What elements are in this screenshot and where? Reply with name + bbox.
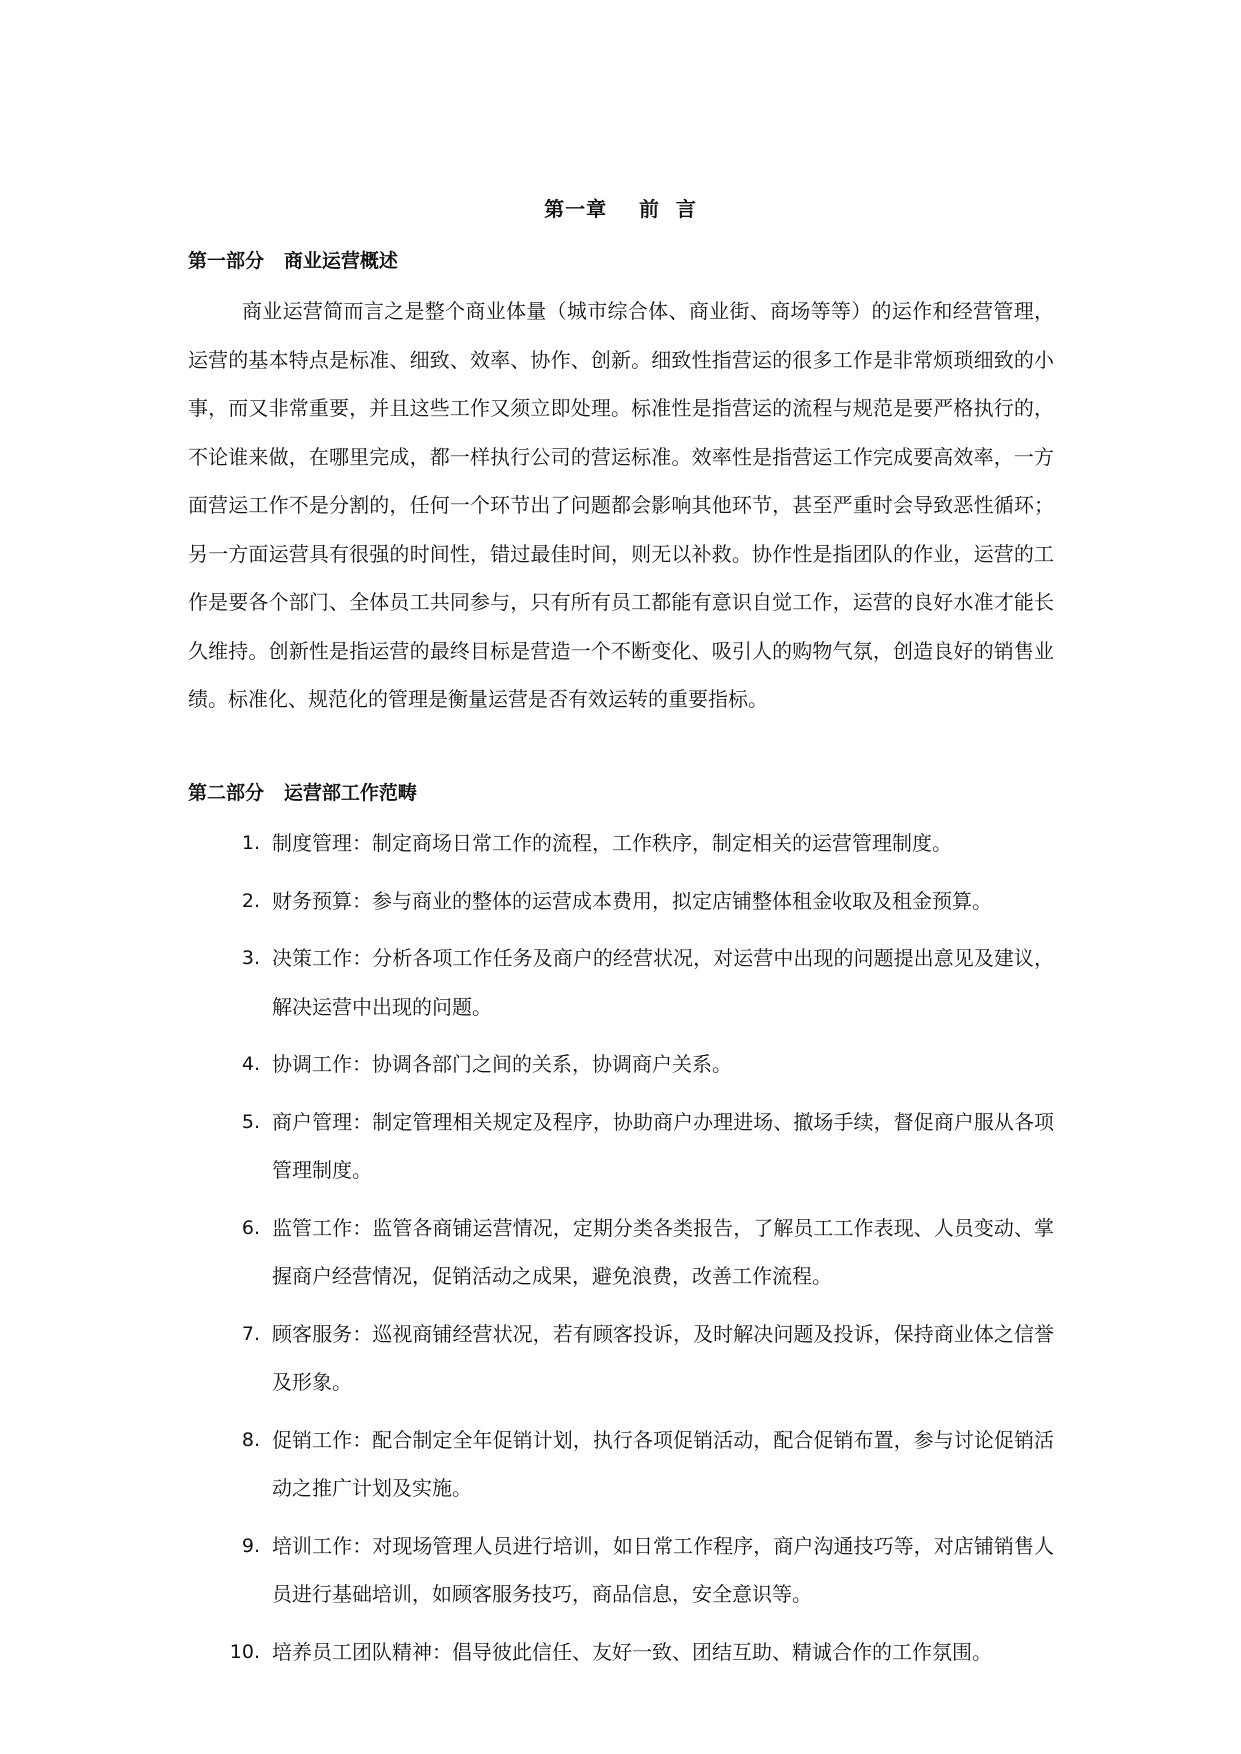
list-item-number: 9. (241, 1534, 260, 1557)
section-heading-scope: 第二部分 运营部工作范畴 (188, 782, 417, 804)
list-item-number: 6. (241, 1216, 260, 1239)
list-item-text: 财务预算：参与商业的整体的运营成本费用，拟定店铺整体租金收取及租金预算。 (272, 888, 992, 913)
section-heading-overview: 第一部分 商业运营概述 (188, 250, 398, 272)
list-item-number: 7. (241, 1322, 260, 1345)
list-item-number: 2. (241, 889, 260, 912)
list-item-number: 4. (241, 1053, 260, 1075)
list-item (0, 877, 1241, 935)
list-item-text: 制度管理：制定商场日常工作的流程，工作秩序，制定相关的运营管理制度。 (272, 831, 952, 855)
list-item (0, 1522, 1241, 1628)
list-item (0, 1628, 1241, 1686)
list-item (0, 1204, 1241, 1310)
chapter-title: 第一章 前 言 (544, 197, 697, 221)
list-item-number: 10. (229, 1640, 260, 1663)
list-item-text: 决策工作：分析各项工作任务及商户的经营状况，对运营中出现的问题提出意见及建议，解决运营中出现的问题。 (272, 946, 1054, 1019)
list-item-text: 促销工作：配合制定全年促销计划，执行各项促销活动，配合促销布置，参与讨论促销活动之推广计划及实施。 (272, 1427, 1054, 1500)
list-item (0, 1310, 1241, 1416)
list-item-number: 3. (241, 947, 260, 969)
list-item (0, 1416, 1241, 1522)
list-item-number: 5. (241, 1110, 260, 1133)
duty-list (0, 819, 1241, 1685)
list-item (0, 819, 1241, 877)
list-item-text: 培养员工团队精神：倡导彼此信任、友好一致、团结互助、精诚合作的工作氛围。 (272, 1639, 992, 1664)
list-item-text: 协调工作：协调各部门之间的关系，协调商户关系。 (272, 1052, 732, 1076)
list-item (0, 1098, 1241, 1204)
list-item-text: 顾客服务：巡视商铺经营状况，若有顾客投诉，及时解决问题及投诉，保持商业体之信誉及形象。 (272, 1321, 1054, 1394)
list-item-number: 8. (241, 1428, 260, 1451)
list-item-text: 培训工作：对现场管理人员进行培训，如日常工作程序，商户沟通技巧等，对店铺销售人员进行基础培训，如顾客服务技巧，商品信息，安全意识等。 (272, 1533, 1054, 1606)
overview-paragraph: 商业运营简而言之是整个商业体量（城市综合体、商业街、商场等等）的运作和经营管理，运营的基本特点是标准、细致、效率、协作、创新。细致性指营运的很多工作是非常烦琐细致的小事，而又非常重要，并且这些工作又须立即处理。标准性是指营运的流程与规范是要严格执行的，不论谁来做，在哪里完成，都一样执行公司的营运标准。效率性是指营运工作完成要高效率，一方面营运工作不是分割的，任何一个环节出了问题都会影响其他环节，甚至严重时会导致恶性循环；另一方面运营具有很强的时间性，错过最佳时间，则无以补救。协作性是指团队的作业，运营的工作是要各个部门、全体员工共同参与，只有所有员工都能有意识自觉工作，运营的良好水准才能长久维持。创新性是指运营的最终目标是营造一个不断变化、吸引人的购物气氛，创造良好的销售业绩。标准化、规范化的管理是衡量运营是否有效运转的重要指标。 (188, 299, 1054, 711)
list-item-text: 监管工作：监管各商铺运营情况，定期分类各类报告，了解员工工作表现、人员变动、掌握商户经营情况，促销活动之成果，避免浪费，改善工作流程。 (272, 1215, 1054, 1288)
list-item (0, 1040, 1241, 1098)
list-item-text: 商户管理：制定管理相关规定及程序，协助商户办理进场、撤场手续，督促商户服从各项管理制度。 (272, 1109, 1054, 1182)
list-item-number: 1. (241, 832, 260, 854)
list-item (0, 934, 1241, 1040)
